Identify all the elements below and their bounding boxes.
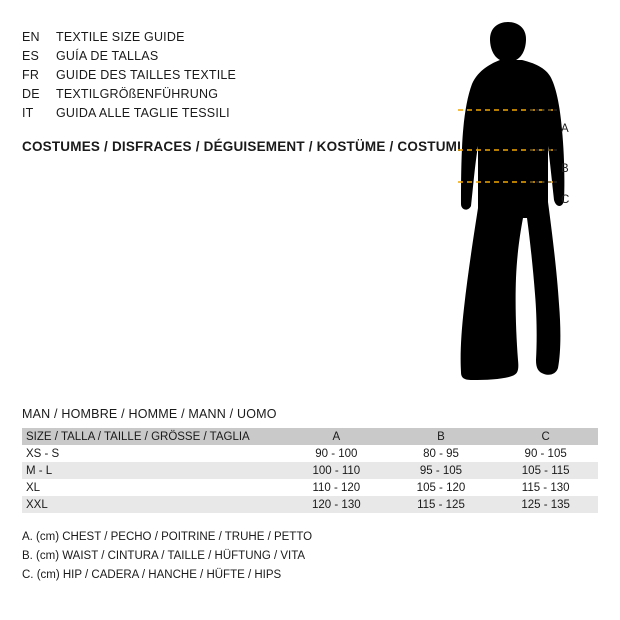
cell-b: 115 - 125: [417, 498, 465, 511]
list-item: [22, 68, 402, 87]
table-row: [22, 496, 598, 513]
language-code: DE: [22, 87, 40, 101]
language-title: GUÍA DE TALLAS: [56, 49, 159, 63]
size-table: [22, 428, 598, 513]
list-item: [22, 87, 402, 106]
costumes-subtitle: COSTUMES / DISFRACES / DÉGUISEMENT / KOSTÜME / COSTUMI: [22, 139, 462, 154]
cell-a: 100 - 110: [312, 464, 361, 477]
table-row: [22, 445, 598, 462]
list-item: [22, 106, 402, 125]
cell-a: 110 - 120: [312, 481, 361, 494]
cell-a: 90 - 100: [315, 447, 358, 460]
table-caption: MAN / HOMBRE / HOMME / MANN / UOMO: [22, 407, 277, 421]
cell-c: 105 - 115: [521, 464, 570, 477]
column-header-c: C: [541, 430, 550, 443]
measurement-legend: [22, 528, 312, 585]
marker-b-label: B: [561, 163, 569, 175]
cell-size: XS - S: [26, 447, 60, 460]
language-list: [22, 30, 402, 125]
legend-item-chest: A. (cm) CHEST / PECHO / POITRINE / TRUHE / PETTO: [22, 531, 313, 543]
table-header-row: [22, 428, 598, 445]
language-code: ES: [22, 49, 40, 63]
table-row: [22, 462, 598, 479]
cell-c: 115 - 130: [521, 481, 570, 494]
list-item: [22, 49, 402, 68]
cell-b: 95 - 105: [419, 464, 463, 477]
marker-a-label: A: [561, 123, 569, 135]
language-title: GUIDA ALLE TAGLIE TESSILI: [56, 106, 230, 120]
language-title: TEXTILGRÖßENFÜHRUNG: [56, 87, 219, 101]
cell-size: XL: [26, 481, 41, 494]
silhouette-icon: [430, 22, 600, 392]
cell-size: M - L: [26, 464, 53, 477]
legend-item-waist: B. (cm) WAIST / CINTURA / TAILLE / HÜFTUNG / VITA: [22, 550, 306, 562]
language-code: FR: [22, 68, 40, 82]
cell-a: 120 - 130: [312, 498, 361, 511]
body-figure: [430, 22, 600, 392]
cell-b: 105 - 120: [416, 481, 466, 494]
column-header-a: A: [332, 430, 341, 443]
table-row: [22, 479, 598, 496]
marker-c-label: C: [561, 194, 570, 206]
language-code: IT: [22, 106, 34, 120]
cell-b: 80 - 95: [423, 447, 459, 460]
column-header-b: B: [437, 430, 445, 443]
language-code: EN: [22, 30, 40, 44]
cell-c: 90 - 105: [524, 447, 567, 460]
legend-item-hip: C. (cm) HIP / CADERA / HANCHE / HÜFTE / HIPS: [22, 569, 282, 581]
cell-size: XXL: [26, 498, 48, 511]
language-title: GUIDE DES TAILLES TEXTILE: [56, 68, 237, 82]
column-header-size: SIZE / TALLA / TAILLE / GRÖSSE / TAGLIA: [26, 430, 250, 443]
list-item: [22, 30, 402, 49]
language-title: TEXTILE SIZE GUIDE: [56, 30, 185, 44]
cell-c: 125 - 135: [521, 498, 570, 511]
